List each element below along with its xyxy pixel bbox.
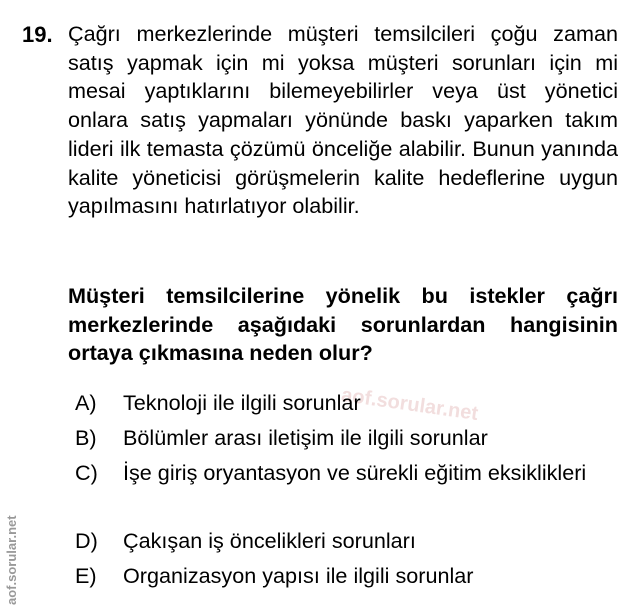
option-e[interactable] [75,562,620,591]
option-c[interactable] [75,459,620,488]
watermark-center: aof.sorular.net [339,384,480,425]
option-label: A) [75,390,97,415]
option-text: Organizasyon yapısı ile ilgili sorunlar [123,563,474,588]
option-label: D) [75,528,98,553]
option-text: Bölümler arası iletişim ile ilgili sorunlar [123,425,488,450]
option-label: E) [75,563,97,588]
option-d[interactable] [75,527,620,556]
option-text: İşe giriş oryantasyon ve sürekli eğitim eksiklikleri [123,460,587,485]
question-prompt: Müşteri temsilcilerine yönelik bu istekler çağrı merkezlerinde aşağıdaki sorunlardan hangisinin ortaya çıkmasına neden olur? [68,283,618,366]
option-label: B) [75,425,97,450]
question-stem: Çağrı merkezlerinde müşteri temsilcileri çoğu zaman satış yapmak için mi yoksa müşteri sorunları için mi mesai yaptıklarını bilemeyebilirler veya üst yönetici onlara satış yapmaları yönünde baskı yaparken takım lideri ilk temasta çözümü önceliğe alabilir. Bunun yanında kalite yöneticisi görüşmelerin kalite hedeflerine uygun yapılmasını hatırlatıyor olabilir. [68,21,618,219]
option-label: C) [75,460,98,485]
watermark-side: aof.sorular.net [4,515,19,605]
option-b[interactable] [75,424,620,453]
option-text: Çakışan iş öncelikleri sorunları [123,528,416,553]
option-a[interactable] [75,389,620,418]
option-text: Teknoloji ile ilgili sorunlar [123,390,361,415]
question-number: 19. [22,22,53,47]
